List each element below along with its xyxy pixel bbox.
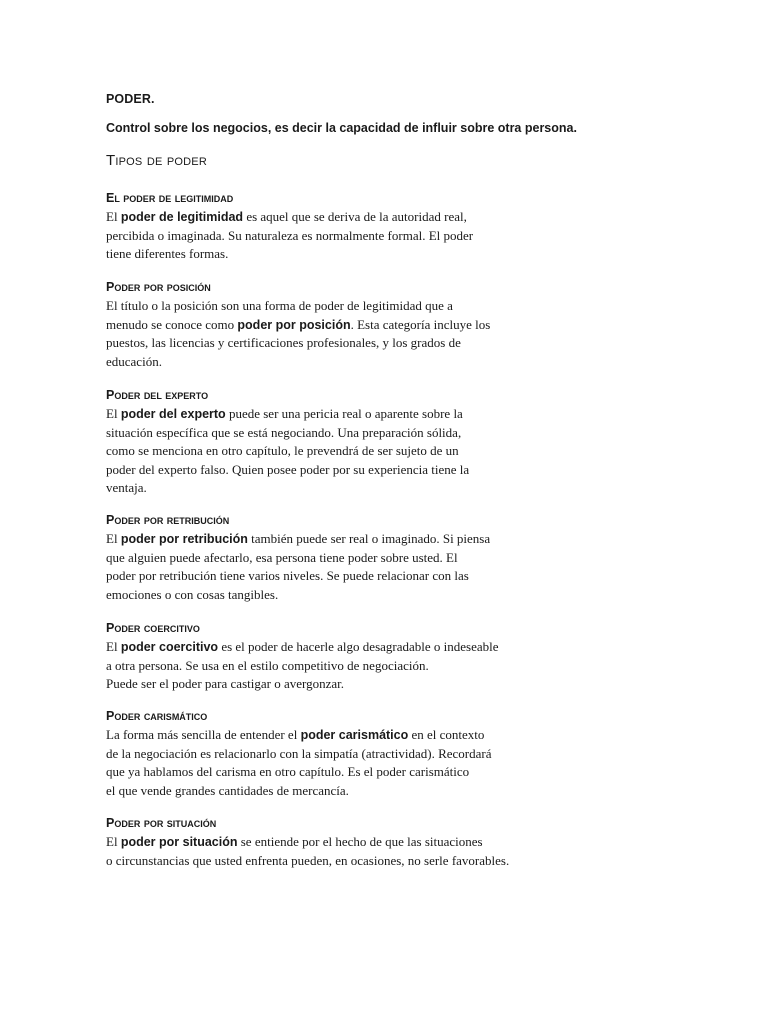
paragraph-line: puestos, las licencias y certificaciones profesionales, y los grados de xyxy=(106,335,461,350)
definition-text: Control sobre los negocios, es decir la capacidad de influir sobre otra persona. xyxy=(106,121,577,135)
paragraph-line: percibida o imaginada. Su naturaleza es normalmente formal. El poder xyxy=(106,227,474,243)
bold-term: poder del experto xyxy=(120,407,226,421)
paragraph-line: poder por retribución tiene varios niveles. Se puede relacionar con las xyxy=(106,568,469,583)
bold-term: poder por retribución xyxy=(120,532,248,546)
paragraph-line: emociones o con cosas tangibles. xyxy=(106,586,279,602)
paragraph-line: El poder coercitivo es el poder de hacerle algo desagradable o indeseable xyxy=(106,639,499,654)
section-heading: Poder del experto xyxy=(106,388,209,402)
bold-term: poder coercitivo xyxy=(120,640,219,654)
paragraph-line: menudo se conoce como poder por posición. Esta categoría incluye los xyxy=(106,316,491,332)
paragraph-line: tiene diferentes formas. xyxy=(106,246,229,261)
paragraph-line: poder del experto falso. Quien posee poder por su experiencia tiene la xyxy=(106,461,470,477)
section-carismatico xyxy=(106,707,576,800)
section-coercitivo xyxy=(106,619,576,694)
paragraph-line: de la negociación es relacionarlo con la simpatía (atractividad). Recordará xyxy=(106,745,492,761)
section-situacion xyxy=(106,814,576,870)
bold-term: poder de legitimidad xyxy=(120,210,244,224)
section-posicion xyxy=(106,278,576,371)
paragraph-line: o circunstancias que usted enfrenta pueden, en ocasiones, no serle favorables. xyxy=(106,852,510,868)
paragraph-line: El poder por retribución también puede ser real o imaginado. Si piensa xyxy=(106,531,491,546)
paragraph-line: El poder por situación se entiende por el hecho de que las situaciones xyxy=(106,834,483,849)
bold-term: poder por posición xyxy=(237,317,351,332)
bold-term: poder por situación xyxy=(120,835,238,849)
paragraph-line: Puede ser el poder para castigar o avergonzar. xyxy=(106,676,344,691)
paragraph-line: como se menciona en otro capítulo, le prevendrá de ser sujeto de un xyxy=(106,443,459,458)
section-heading: Poder por retribución xyxy=(106,513,230,527)
paragraph-line: El poder de legitimidad es aquel que se deriva de la autoridad real, xyxy=(106,209,467,224)
section-retribucion xyxy=(106,511,576,604)
document-title: PODER. xyxy=(106,92,155,106)
paragraph-line: el que vende grandes cantidades de mercancía. xyxy=(106,782,349,798)
paragraph-line: La forma más sencilla de entender el poder carismático en el contexto xyxy=(106,727,485,742)
section-heading: Poder por posición xyxy=(106,280,211,294)
section-experto xyxy=(106,386,576,498)
paragraph-line: que alguien puede afectarlo, esa persona tiene poder sobre usted. El xyxy=(106,549,458,565)
paragraph-line: ventaja. xyxy=(106,480,147,495)
section-heading: Poder carismático xyxy=(106,709,208,723)
paragraph-line: a otra persona. Se usa en el estilo competitivo de negociación. xyxy=(106,657,429,673)
section-heading: El poder de legitimidad xyxy=(106,191,234,205)
bold-term: poder carismático xyxy=(300,728,409,742)
main-heading: Tipos de poder xyxy=(106,152,207,169)
paragraph-line: que ya hablamos del carisma en otro capítulo. Es el poder carismático xyxy=(106,764,470,779)
section-heading: Poder por situación xyxy=(106,816,217,830)
paragraph-line: educación. xyxy=(106,353,162,369)
section-legitimidad xyxy=(106,189,576,264)
paragraph-line: El poder del experto puede ser una pericia real o aparente sobre la xyxy=(106,406,463,421)
paragraph-line: situación específica que se está negociando. Una preparación sólida, xyxy=(106,424,462,440)
section-heading: Poder coercitivo xyxy=(106,621,200,635)
paragraph-line: El título o la posición son una forma de poder de legitimidad que a xyxy=(106,298,453,313)
